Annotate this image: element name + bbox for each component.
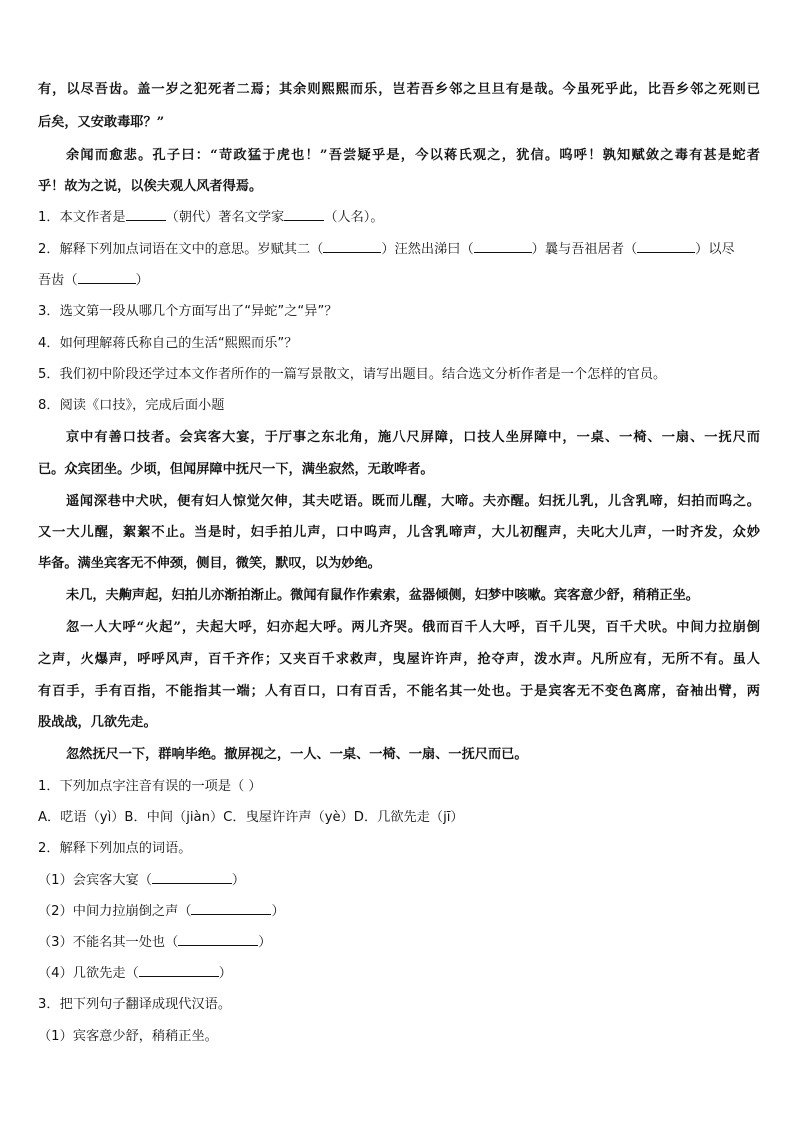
answer-blank[interactable]	[78, 271, 136, 284]
sub-item-1: （1）会宾客大宴（ ）	[38, 873, 246, 888]
sub-question-1: 1．下列加点字注音有误的一项是（ ）	[38, 779, 262, 794]
passage-line: 后矣，又安敢毒耶？”	[38, 115, 165, 130]
sub-item-2: （2）中间力拉崩倒之声（ ）	[38, 904, 285, 919]
passage-line: 乎！故为之说，以俟夫观人风者得焉。	[38, 179, 263, 194]
passage-line: 已。众宾团坐。少顷，但闻屏障中抚尺一下，满坐寂然，无敢哗者。	[38, 462, 434, 477]
answer-blank[interactable]	[126, 208, 166, 221]
answer-blank[interactable]	[191, 902, 271, 915]
answer-blank[interactable]	[178, 933, 258, 946]
passage-line: 之声，火爆声，呼呼风声，百千齐作；又夹百千求救声，曳屋许许声，抢夺声，泼水声。凡所应有，无所不有。虽人	[38, 652, 760, 667]
question-4: 4．如何理解蒋氏称自己的生活“熙熙而乐”？	[38, 336, 298, 351]
answer-blank[interactable]	[474, 240, 532, 253]
section-heading: 8．阅读《口技》，完成后面小题	[38, 398, 225, 413]
passage-line: 又一大儿醒，絮絮不止。当是时，妇手拍儿声，口中呜声，儿含乳啼声，大儿初醒声，夫叱大儿声，一时齐发，众妙	[38, 525, 760, 540]
sub-question-2: 2．解释下列加点的词语。	[38, 841, 192, 856]
translate-item-1: （1）宾客意少舒，稍稍正坐。	[38, 1029, 218, 1044]
answer-blank[interactable]	[323, 240, 381, 253]
sub-item-4: （4）几欲先走（ ）	[38, 966, 232, 981]
passage-line: 股战战，几欲先走。	[38, 715, 157, 730]
question-1: 1．本文作者是 （朝代）著名文学家 （人名）。	[38, 210, 384, 225]
passage-line: 忽然抚尺一下，群响毕绝。撤屏视之，一人、一桌、一椅、一扇、一抚尺而已。	[66, 747, 528, 762]
answer-blank[interactable]	[284, 208, 324, 221]
passage-line: 未几，夫齁声起，妇拍儿亦渐拍渐止。微闻有鼠作作索索，盆器倾侧，妇梦中咳嗽。宾客意少舒，稍稍正坐。	[66, 588, 699, 603]
answer-options: A．呓语（yì）B．中间（jiàn）C．曳屋许许声（yè）D．几欲先走（jī）	[38, 810, 464, 825]
passage-line: 忽一人大呼“火起”，夫起大呼，妇亦起大呼。两儿齐哭。俄而百千人大呼，百千儿哭，百千犬吠。中间力拉崩倒	[66, 620, 760, 635]
passage-line: 有，以尽吾齿。盖一岁之犯死者二焉；其余则熙熙而乐，岂若吾乡邻之旦旦有是哉。今虽死乎此，比吾乡邻之死则已	[38, 82, 760, 97]
passage-line: 有百手，手有百指，不能指其一端；人有百口，口有百舌，不能名其一处也。于是宾客无不变色离席，奋袖出臂，两	[38, 684, 760, 699]
question-3: 3．选文第一段从哪几个方面写出了“异蛇”之“异”？	[38, 304, 338, 319]
question-2-cont: 吾齿（ ）	[38, 273, 149, 288]
sub-item-3: （3）不能名其一处也（ ）	[38, 935, 272, 950]
passage-line: 余闻而愈悲。孔子曰：“苛政猛于虎也！”吾尝疑乎是，今以蒋氏观之，犹信。呜呼！孰知赋敛之毒有甚是蛇者	[66, 148, 760, 163]
answer-blank[interactable]	[139, 964, 219, 977]
question-2: 2．解释下列加点词语在文中的意思。岁赋其二（ ）汪然出涕曰（ ）曩与吾祖居者（ ）以尽	[38, 242, 735, 257]
passage-line: 遥闻深巷中犬吠，便有妇人惊觉欠伸，其夫呓语。既而儿醒，大啼。夫亦醒。妇抚儿乳，儿含乳啼，妇拍而呜之。	[66, 494, 760, 509]
question-5: 5．我们初中阶段还学过本文作者所作的一篇写景散文，请写出题目。结合选文分析作者是一个怎样的官员。	[38, 367, 667, 382]
passage-line: 京中有善口技者。会宾客大宴，于厅事之东北角，施八尺屏障，口技人坐屏障中，一桌、一椅、一扇、一抚尺而	[66, 430, 760, 445]
passage-line: 毕备。满坐宾客无不伸颈，侧目，微笑，默叹，以为妙绝。	[38, 556, 381, 571]
answer-blank[interactable]	[637, 240, 695, 253]
answer-blank[interactable]	[152, 871, 232, 884]
sub-question-3: 3．把下列句子翻译成现代汉语。	[38, 997, 232, 1012]
